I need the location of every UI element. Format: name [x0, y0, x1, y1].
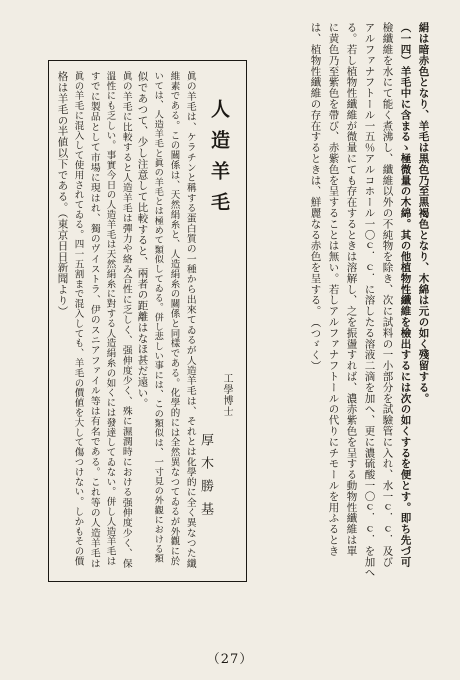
text-line: 似であつて、少し注意して比較すると、兩者の距離はなほ甚だ遠い。	[136, 71, 149, 409]
text-line: は、植物性纖維の存在するときは、鮮麗なる赤色を呈する。 （つゞく）	[309, 22, 322, 372]
text-line: 眞の羊毛に比較すると人造羊毛は彈力や絡み合性に乏しく、强伸度少く、殊に濕潤時における强伸度少く、保	[120, 71, 132, 569]
author-name: 厚木勝基	[198, 433, 213, 525]
text-line: 眞の羊毛に混入して使用されてゐる。四一五割まで混入しても、羊毛の價値を大して傷つけない。しかもその價	[72, 71, 84, 566]
page-number: （27）	[206, 652, 254, 667]
text-line: アルファナフトール一五％アルコホール一〇ｃ．ｃ．に溶したる溶液二滴を加へ、更に濃硫酸一〇ｃ．ｃ．を加へ	[363, 22, 376, 578]
article-title: 人造羊毛	[208, 99, 230, 223]
author-role: 工學博士	[221, 373, 232, 417]
text-line: 眞の羊毛は、ケラチンと稱する蛋白質の一種から出來てゐるが人造羊毛は、それとは化學的に全く異なつた纖	[184, 71, 196, 569]
text-line: すでに製品として市場に現はれ、獨のヴイストラ、伊のスニアファイル等は有名である。これ等の人造羊毛は	[88, 71, 100, 569]
text-line: 維素である。この關係は、天然絹糸と、人造絹糸の關係と同樣である。化學的には全然異なつてゐるが外觀に於	[168, 71, 180, 566]
text-line: （一四）羊毛中に含まるゝ極微量の木綿。其の他植物性纖維を檢出するには次の如くするを便とす。即ち先づ可	[399, 22, 412, 567]
text-line: いては、人造羊毛と眞の羊毛とは極めて類似してゐる。併し悲しい事には、この類似は、一寸見の外觀における類	[152, 71, 164, 564]
text-line: に黄色乃至紫色を帶び、赤紫色を呈することは無い。若しアルファナフトールの代りにチモールを用ふるとき	[327, 22, 340, 557]
text-line: る。若し植物性纖維が微量にても存在するときは溶解し、之を振盪すれば、濃赤紫色を呈する動物性纖維は單	[345, 22, 358, 557]
text-line: 格は羊毛の半値以下である。（東京日日新聞より）	[56, 71, 69, 317]
text-line: 溫性にも乏しい。事實今日の人造羊毛は天然絹糸に對する人造絹糸の如くには發達してゐない。併し人造羊毛は	[104, 71, 116, 566]
text-line: 檢纖維を水にて能く煮沸し、纖維以外の不純物を除き、次に試料の一小部分を試驗管に入れ、水一ｃ．ｃ．及び	[381, 22, 394, 567]
text-line: 絹は暗赤色となり、羊毛は黒色乃至黒褐色となり、木綿は元の如く殘留する。	[417, 22, 430, 404]
article-box	[48, 60, 247, 582]
